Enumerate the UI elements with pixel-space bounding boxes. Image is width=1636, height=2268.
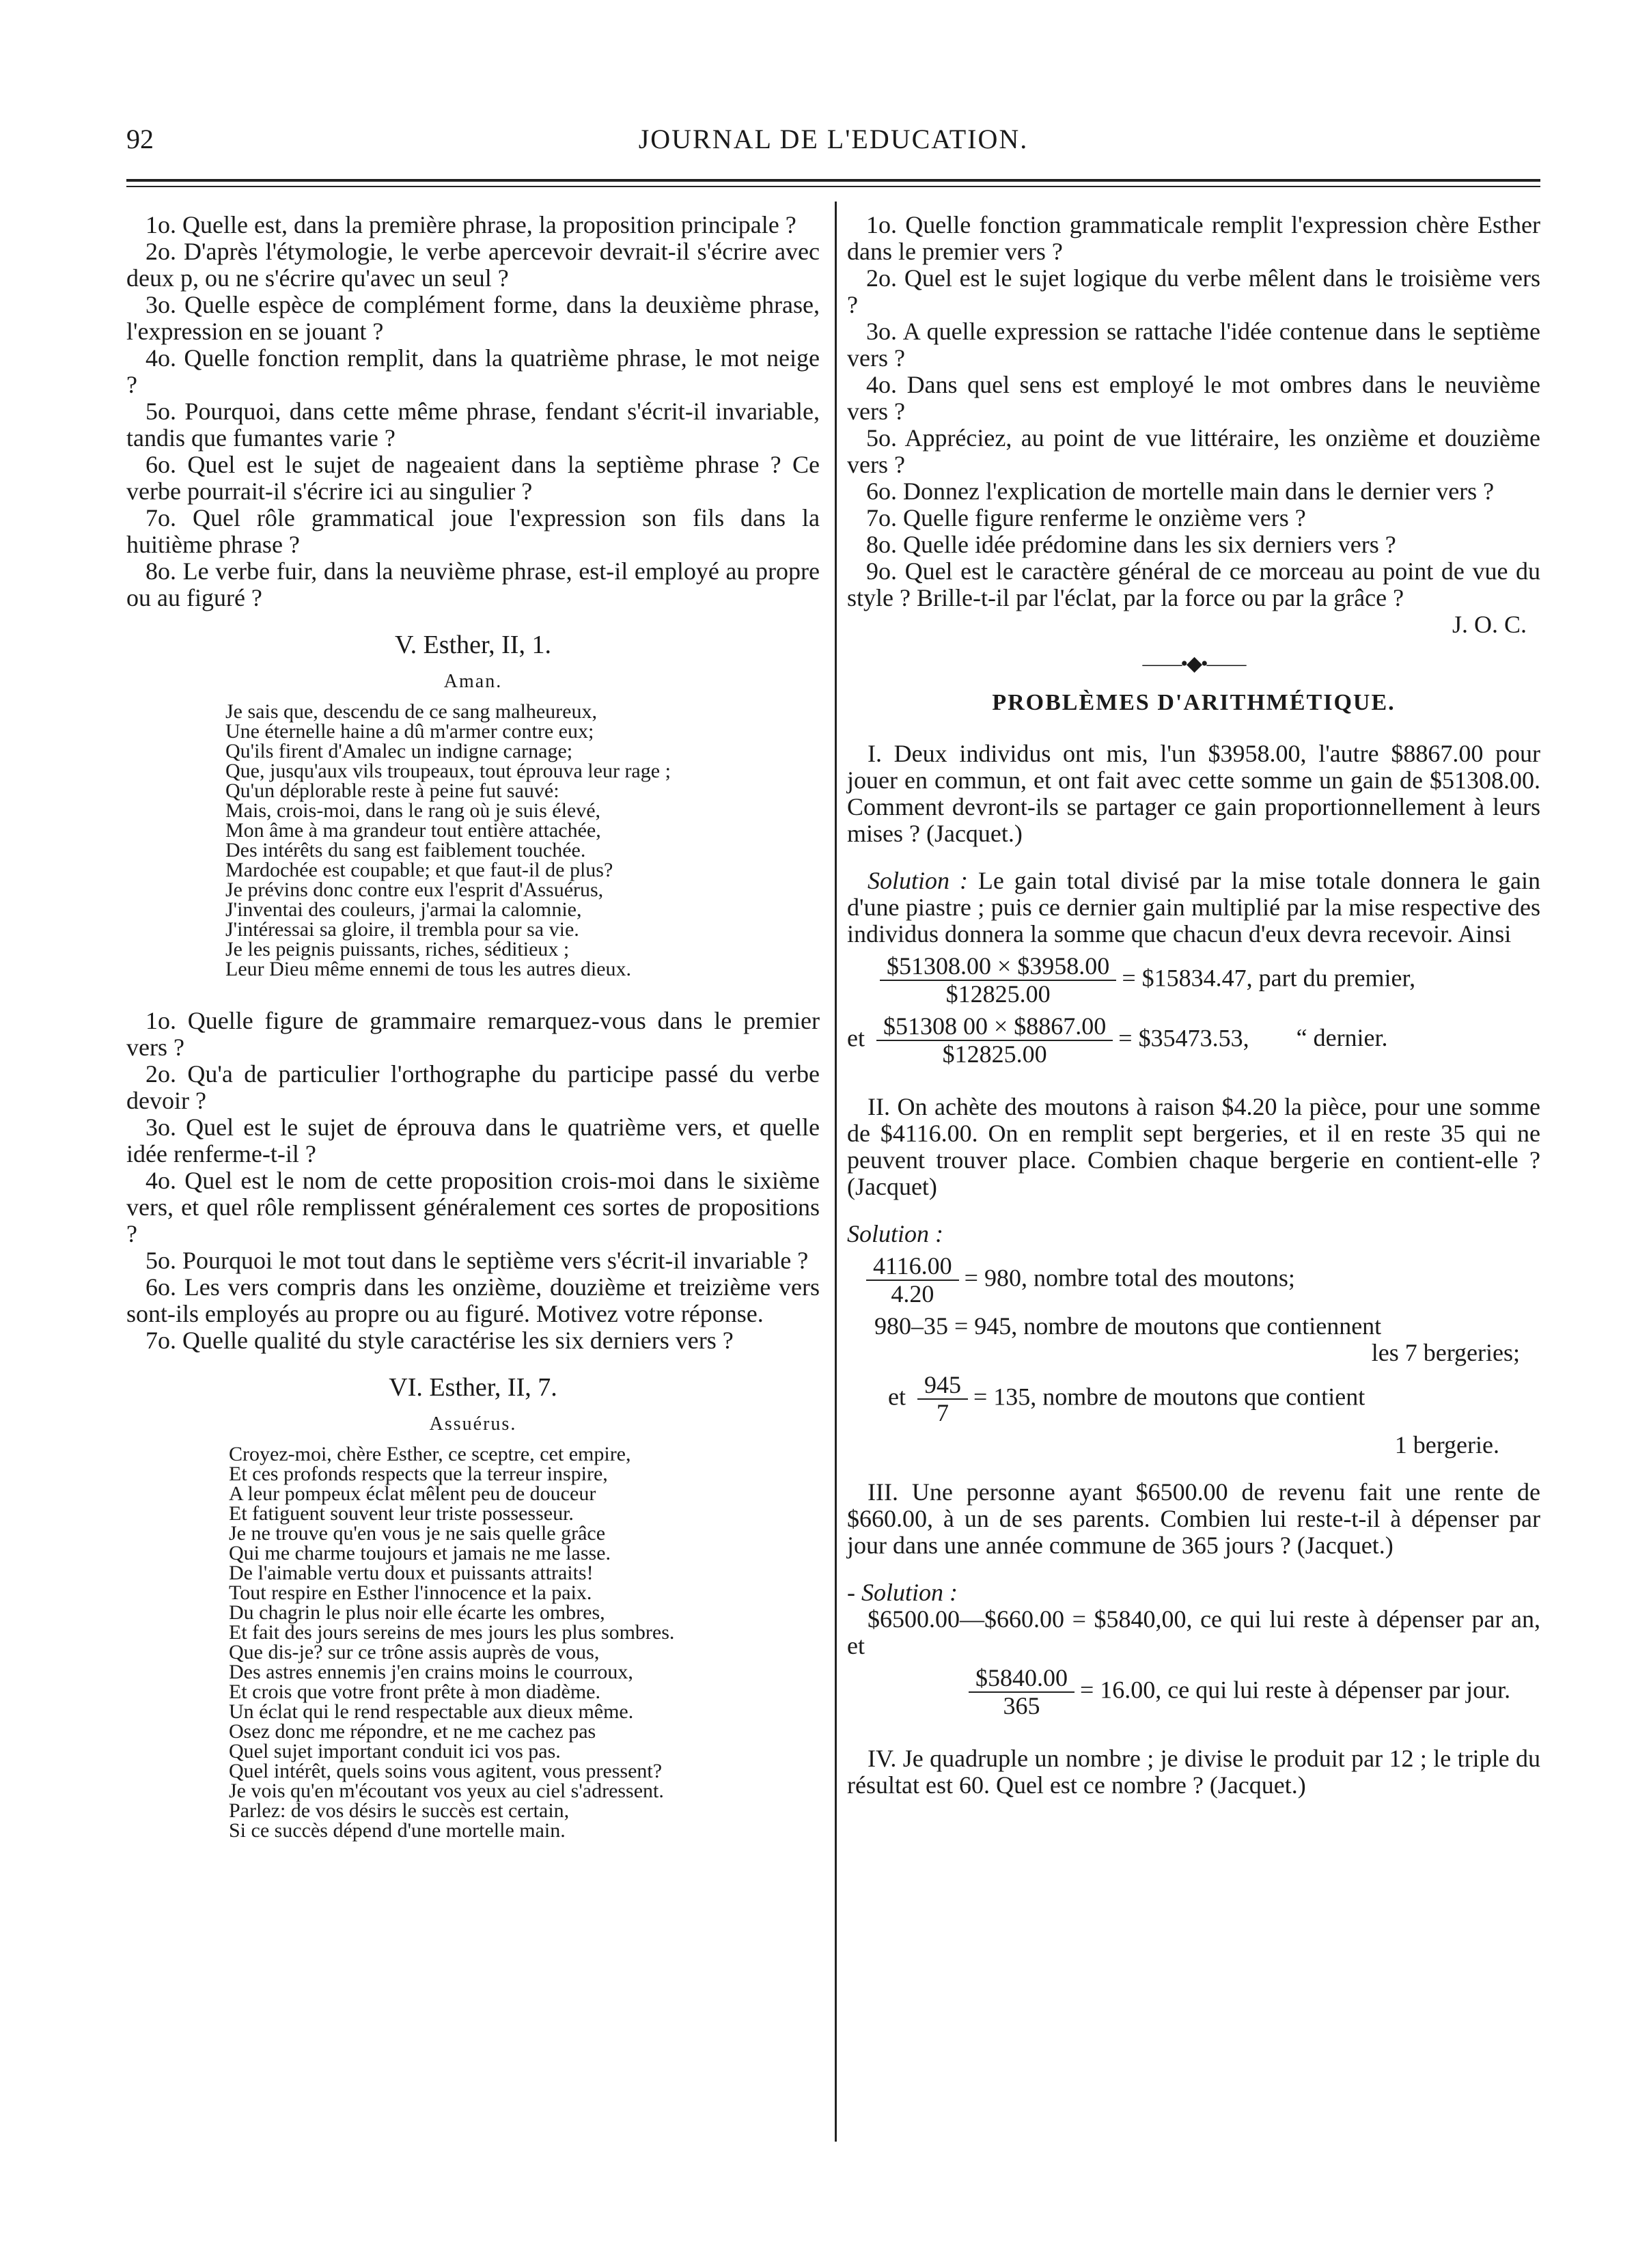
verse-line: Qu'un déplorable reste à peine fut sauvé: <box>225 779 559 802</box>
verse-passage-v <box>225 702 820 979</box>
journal-title: JOURNAL DE L'EDUCATION. <box>638 124 1029 154</box>
fraction: $\frac{4116.00}{4.20}$ <box>866 1253 959 1308</box>
question-item: 3o. A quelle expression se rattache l'idée contenue dans le septième vers ? <box>847 318 1540 372</box>
question-item: 5o. Pourquoi le mot tout dans le septième vers s'écrit-il invariable ? <box>145 1247 809 1274</box>
question-item: 1o. Quelle est, dans la première phrase, la proposition principale ? <box>145 211 796 238</box>
verse-line: Et fait des jours sereins de mes jours les plus sombres. <box>229 1621 675 1644</box>
verse-line: Tout respire en Esther l'innocence et la paix. <box>229 1581 592 1604</box>
verse-line: Des astres ennemis j'en crains moins le courroux, <box>229 1661 633 1683</box>
problem-2-line-2b: les 7 bergeries; <box>1371 1339 1520 1366</box>
problem-1-formula-1: $\frac{\$51308.00 \times \$3958.00}{\$12825.00}$ = $15834.47, part du premier, <box>874 953 1540 1008</box>
verse-line: Qui me charme toujours et jamais ne me lasse. <box>229 1542 611 1564</box>
question-item: 1o. Quelle figure de grammaire remarquez-vous dans le premier vers ? <box>126 1007 820 1061</box>
verse-line: Quel intérêt, quels soins vous agitent, vous pressent? <box>229 1760 663 1782</box>
question-item: 7o. Quel rôle grammatical joue l'expression son fils dans la huitième phrase ? <box>126 504 820 558</box>
question-item: 6o. Donnez l'explication de mortelle main dans le dernier vers ? <box>866 478 1495 505</box>
verse-line: Un éclat qui le rend respectable aux dieux même. <box>229 1700 634 1723</box>
question-item: 3o. Quelle espèce de complément forme, dans la deuxième phrase, l'expression en se jouant ? <box>126 291 820 345</box>
verse-line: Je ne trouve qu'en vous je ne sais quelle grâce <box>229 1522 606 1545</box>
header-rule-thick <box>126 179 1540 182</box>
verse-line: Et crois que votre front prête à mon diadème. <box>229 1681 600 1703</box>
fraction: $\frac{\$51308.00 \times \$3958.00}{\$12825.00}$ <box>880 953 1116 1008</box>
verse-line: Une éternelle haine a dû m'armer contre eux; <box>225 720 594 743</box>
question-item: 4o. Quel est le nom de cette proposition crois-moi dans le sixième vers, et quel rôle remplissent généralement ces sortes de propositions ? <box>126 1167 820 1247</box>
section-title-vi: VI. Esther, II, 7. <box>389 1373 557 1402</box>
verse-line: A leur pompeux éclat mêlent peu de douceur <box>229 1482 596 1505</box>
question-list-1 <box>126 212 820 611</box>
right-column <box>847 212 1540 1799</box>
question-item: 3o. Quel est le sujet de éprouva dans le quatrième vers, et quelle idée renferme-t-il ? <box>126 1114 820 1167</box>
verse-line: Et fatiguent souvent leur triste possesseur. <box>229 1502 574 1525</box>
page-number: 92 <box>126 124 154 154</box>
question-list-2 <box>126 1008 820 1354</box>
problem-2-formula-1: $\frac{4116.00}{4.20}$ = 980, nombre total des moutons; <box>861 1253 1540 1308</box>
verse-line: Osez donc me répondre, et ne me cachez pas <box>229 1720 596 1743</box>
verse-passage-vi <box>229 1444 820 1840</box>
problem-1-solution <box>847 868 1540 948</box>
solution-label: Solution : <box>847 1220 943 1247</box>
problem-1-text: I. Deux individus ont mis, l'un $3958.00, l'autre $8867.00 pour jouer en commun, et ont fait avec cette somme un gain de $51308.00. Comment devront-ils se partager ce gain proportionnellement à leurs mises ? (Jacquet.) <box>847 740 1540 847</box>
question-item: 5o. Appréciez, au point de vue littéraire, les onzième et douzième vers ? <box>847 424 1540 478</box>
fraction: $\frac{\$5840.00}{365}$ <box>969 1665 1075 1719</box>
column-divider <box>835 202 837 2142</box>
verse-line: Mon âme à ma grandeur tout entière attachée, <box>225 819 601 842</box>
problem-2-formula-2: et $\frac{945}{7}$ = 135, nombre de moutons que contient <box>888 1371 1365 1426</box>
verse-line: Que dis-je? sur ce trône assis auprès de vous, <box>229 1641 600 1663</box>
solution-label: - Solution : <box>847 1579 958 1606</box>
verse-line: Et ces profonds respects que la terreur inspire, <box>229 1463 608 1485</box>
verse-line: Parlez: de vos désirs le succès est certain, <box>229 1799 570 1822</box>
verse-line: Je sais que, descendu de ce sang malheureux, <box>225 700 597 723</box>
page-header <box>126 123 1540 164</box>
verse-line: Mardochée est coupable; et que faut-il de plus? <box>225 859 613 881</box>
speaker-name: Aman. <box>443 671 503 692</box>
speaker-name: Assuérus. <box>429 1413 517 1435</box>
question-item: 4o. Dans quel sens est employé le mot ombres dans le neuvième vers ? <box>847 371 1540 425</box>
verse-line: Du chagrin le plus noir elle écarte les ombres, <box>229 1601 605 1624</box>
question-list-3 <box>847 212 1540 611</box>
question-item: 4o. Quelle fonction remplit, dans la quatrième phrase, le mot neige ? <box>126 344 820 398</box>
problems-title: PROBLÈMES D'ARITHMÉTIQUE. <box>992 690 1396 715</box>
question-item: 2o. Quel est le sujet logique du verbe mêlent dans le troisième vers ? <box>847 264 1540 318</box>
ornament-divider: ——•◆•—— <box>1142 652 1245 675</box>
verse-line: Si ce succès dépend d'une mortelle main. <box>229 1819 566 1842</box>
question-item: 2o. D'après l'étymologie, le verbe apercevoir devrait-il s'écrire avec deux p, ou ne s'écrire qu'avec un seul ? <box>126 238 820 292</box>
left-column <box>126 212 820 1869</box>
question-item: 8o. Le verbe fuir, dans la neuvième phrase, est-il employé au propre ou au figuré ? <box>126 557 820 611</box>
question-item: 7o. Quelle figure renferme le onzième vers ? <box>866 504 1306 531</box>
verse-line: Je les peignis puissants, riches, séditieux ; <box>225 938 570 960</box>
verse-line: De l'aimable vertu doux et puissants attraits! <box>229 1562 594 1584</box>
verse-line: Croyez-moi, chère Esther, ce sceptre, cet empire, <box>229 1443 631 1465</box>
verse-line: Que, jusqu'aux vils troupeaux, tout éprouva leur rage ; <box>225 760 671 782</box>
verse-line: Mais, crois-moi, dans le rang où je suis élevé, <box>225 799 601 822</box>
header-rule-thin <box>126 186 1540 187</box>
problem-3-text: III. Une personne ayant $6500.00 de revenu fait une rente de $660.00, à un de ses parents. Combien lui reste-t-il à dépenser par jour dans une année commune de 365 jours ? (Jacquet.) <box>847 1478 1540 1559</box>
solution-label: Solution : <box>868 867 968 894</box>
verse-line: J'intéressai sa gloire, il trembla pour sa vie. <box>225 918 579 941</box>
problem-2-line-2: 980–35 = 945, nombre de moutons que contiennent <box>874 1312 1382 1340</box>
question-item: 7o. Quelle qualité du style caractérise les six derniers vers ? <box>145 1327 734 1354</box>
fraction: $\frac{945}{7}$ <box>917 1372 968 1426</box>
verse-line: Quel sujet important conduit ici vos pas. <box>229 1740 561 1762</box>
question-item: 6o. Quel est le sujet de nageaient dans la septième phrase ? Ce verbe pourrait-il s'écrire ici au singulier ? <box>126 451 820 505</box>
verse-line: J'inventai des couleurs, j'armai la calomnie, <box>225 898 582 921</box>
verse-line: Je vois qu'en m'écoutant vos yeux au ciel s'adressent. <box>229 1780 664 1802</box>
verse-line: Des intérêts du sang est faiblement touchée. <box>225 839 586 861</box>
author-signature: J. O. C. <box>1452 611 1527 638</box>
question-item: 1o. Quelle fonction grammaticale remplit l'expression chère Esther dans le premier vers ? <box>847 211 1540 265</box>
solution-text: Le gain total divisé par la mise totale donnera le gain d'une piastre ; puis ce dernier gain multiplié par la mise respective des individus donnera la somme que chacun d'eux devra recevoir. Ainsi <box>847 867 1541 948</box>
question-item: 9o. Quel est le caractère général de ce morceau au point de vue du style ? Brille-t-il par l'éclat, par la force ou par la grâce ? <box>847 557 1540 611</box>
question-item: 6o. Les vers compris dans les onzième, douzième et treizième vers sont-ils employés au propre ou au figuré. Motivez votre réponse. <box>126 1273 820 1327</box>
verse-line: Leur Dieu même ennemi de tous les autres dieux. <box>225 958 631 980</box>
fraction: $\frac{\$51308 00 \times \$8867.00}{\$12825.00}$ <box>876 1013 1113 1068</box>
problem-1-formula-2: et $\frac{\$51308 00 \times \$8867.00}{\$12825.00}$ = $35473.53, “ dernier. <box>847 1012 1388 1068</box>
verse-line: Qu'ils firent d'Amalec un indigne carnage; <box>225 740 573 762</box>
verse-line: Je prévins donc contre eux l'esprit d'Assuérus, <box>225 879 604 901</box>
problem-2-line-3b: 1 bergerie. <box>1394 1431 1499 1458</box>
question-item: 5o. Pourquoi, dans cette même phrase, fendant s'écrit-il invariable, tandis que fumantes varie ? <box>126 398 820 452</box>
problem-4-text: IV. Je quadruple un nombre ; je divise le produit par 12 ; le triple du résultat est 60. Quel est ce nombre ? (Jacquet.) <box>847 1745 1540 1799</box>
section-title-v: V. Esther, II, 1. <box>395 631 551 659</box>
problem-3-formula: $\frac{\$5840.00}{365}$ = 16.00, ce qui lui reste à dépenser par jour. <box>963 1665 1540 1719</box>
question-item: 2o. Qu'a de particulier l'orthographe du participe passé du verbe devoir ? <box>126 1060 820 1114</box>
problem-3-line-1: $6500.00—$660.00 = $5840,00, ce qui lui reste à dépenser par an, et <box>847 1605 1540 1659</box>
question-item: 8o. Quelle idée prédomine dans les six derniers vers ? <box>866 531 1396 558</box>
problem-2-text: II. On achète des moutons à raison $4.20 la pièce, pour une somme de $4116.00. On en remplit sept bergeries, et il en reste 35 qui ne peuvent trouver place. Combien chaque bergerie en contient-elle ? (Jacquet) <box>847 1093 1540 1200</box>
